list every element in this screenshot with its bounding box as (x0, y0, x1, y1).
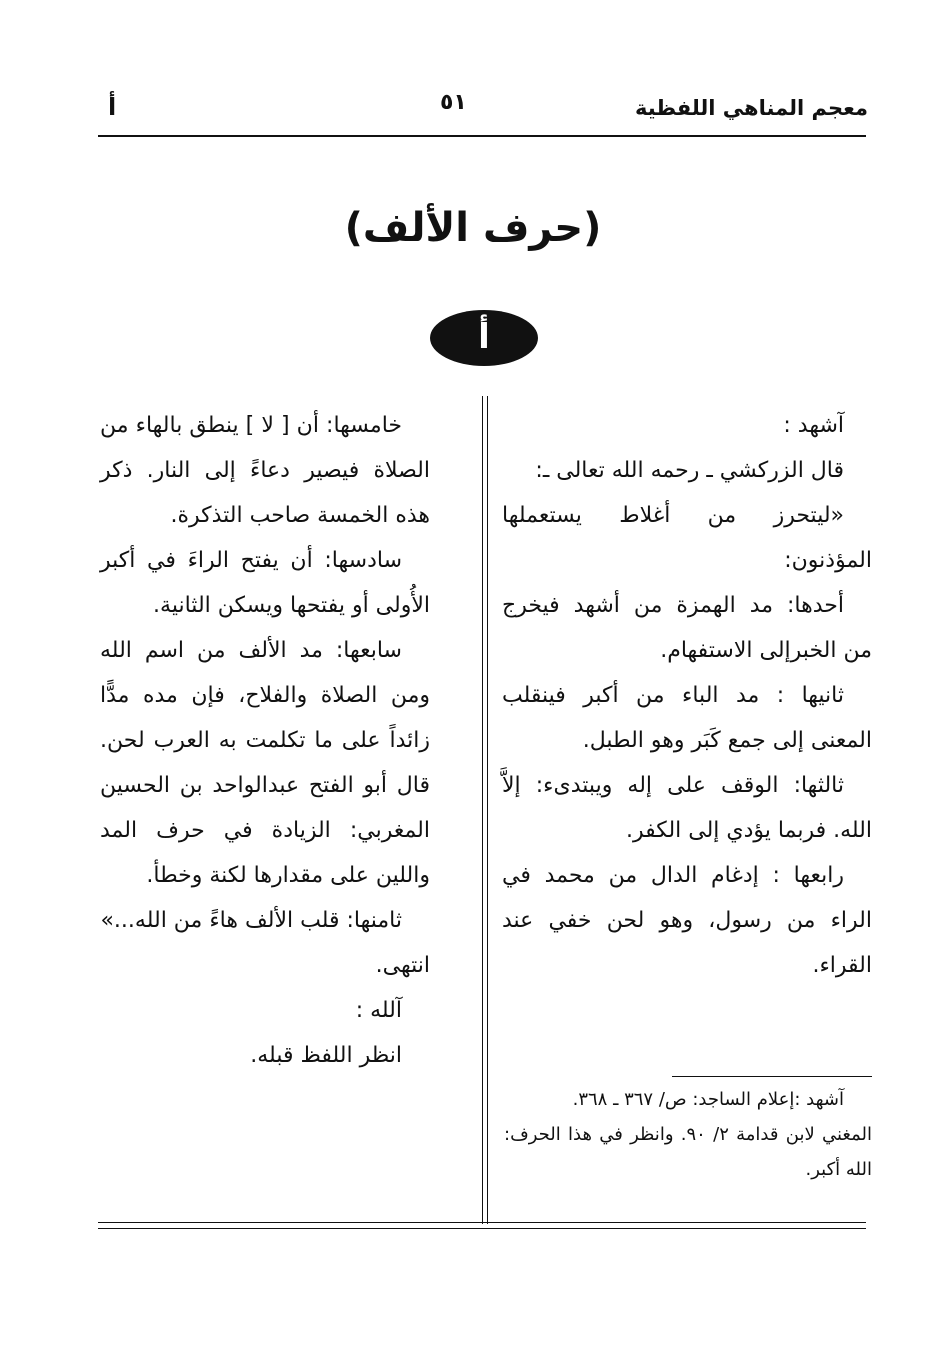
paragraph: ثانيها : مد الباء من أكبر فينقلب المعنى إلى جمع كَبَر وهو الطبل. (502, 683, 872, 753)
paragraph: سادسها: أن يفتح الراءَ في أكبر الأُولى أو يفتحها ويسكن الثانية. (100, 548, 430, 618)
paragraph: ثالثها: الوقف على إله ويبتدىء: إلاَّ الله. فربما يؤدي إلى الكفر. (502, 773, 872, 843)
paragraph: رابعها : إدغام الدال من محمد في الراء من رسول، وهو لحن خفي عند القراء. (502, 863, 872, 978)
footnote (504, 1082, 872, 1187)
footnote-line: آشهد :إعلام الساجد: ص/ ٣٦٧ ـ ٣٦٨. (572, 1089, 844, 1110)
paragraph: «ليتحرز من أغلاط يستعملها المؤذنون: (502, 503, 872, 573)
paragraph: انظر اللفظ قبله. (250, 1043, 402, 1068)
entry-heading-allah: آلله : (355, 998, 402, 1023)
paragraph: قال الزركشي ـ رحمه الله تعالى ـ: (535, 458, 844, 483)
paragraph: سابعها: مد الألف من اسم الله ومن الصلاة والفلاح، فإن مده مدًّا زائداً على ما تكلمت به العرب لحن. قال أبو الفتح عبدالواحد بن الحسين المغربي: الزيادة في حرف المد واللين على مقدارها لكنة وخطأ. (100, 638, 430, 888)
paragraph: ثامنها: قلب الألف هاءً من الله...» (100, 908, 402, 933)
paragraph: انتهى. (375, 953, 430, 978)
footer-rule-bottom (98, 1228, 866, 1229)
paragraph: أحدها: مد الهمزة من أشهد فيخرج من الخبرإلى الاستفهام. (502, 593, 872, 663)
page-number: ٥١ (440, 90, 467, 115)
chapter-title: (حرف الألف) (344, 205, 602, 251)
running-header-title: معجم المناهي اللفظية (634, 96, 868, 120)
footnote-line: المغني لابن قدامة ٢/ ٩٠. وانظر في هذا الحرف: الله أكبر. (504, 1124, 872, 1180)
left-column (100, 403, 430, 1078)
column-divider-right-line (487, 396, 488, 1224)
entry-heading-ashhad: آشهد : (783, 413, 844, 438)
right-column (502, 403, 872, 988)
paragraph: خامسها: أن [ لا ] ينطق بالهاء من الصلاة فيصير دعاءً إلى النار. ذكر هذه الخمسة صاحب التذكرة. (100, 413, 430, 528)
footnote-rule (672, 1076, 872, 1077)
section-letter: أ (108, 93, 117, 121)
column-divider-left-line (482, 396, 483, 1224)
footer-rule-top (98, 1222, 866, 1223)
letter-badge: أ (430, 310, 538, 366)
header-rule (98, 135, 866, 137)
